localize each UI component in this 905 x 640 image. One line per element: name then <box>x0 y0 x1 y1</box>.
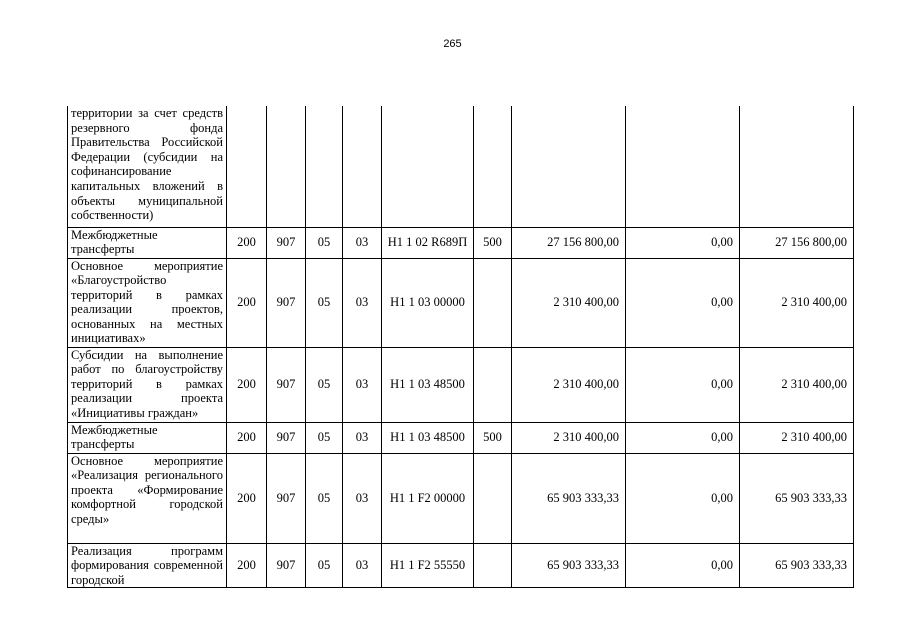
cell-code-5 <box>382 106 474 227</box>
cell-value-3: 2 310 400,00 <box>740 422 854 453</box>
cell-code-6 <box>474 106 512 227</box>
cell-code-3: 05 <box>306 347 343 422</box>
cell-code-6: 500 <box>474 422 512 453</box>
row-name: Субсидии на выполнение работ по благоустройству территорий в рамках реализации проекта «Инициативы граждан» <box>68 347 227 422</box>
cell-code-1: 200 <box>227 258 267 347</box>
cell-code-2: 907 <box>267 347 306 422</box>
cell-code-2: 907 <box>267 422 306 453</box>
cell-code-1: 200 <box>227 543 267 588</box>
cell-code-3: 05 <box>306 258 343 347</box>
row-name: Основное мероприятие «Благоустройство территорий в рамках реализации проектов, основанных на местных инициативах» <box>68 258 227 347</box>
cell-code-5: Н1 1 03 00000 <box>382 258 474 347</box>
cell-value-1: 27 156 800,00 <box>512 227 626 258</box>
cell-code-2 <box>267 106 306 227</box>
cell-code-4 <box>343 106 382 227</box>
cell-value-1: 2 310 400,00 <box>512 422 626 453</box>
cell-code-4: 03 <box>343 422 382 453</box>
cell-code-3: 05 <box>306 543 343 588</box>
cell-code-4: 03 <box>343 347 382 422</box>
cell-value-1: 65 903 333,33 <box>512 543 626 588</box>
cell-code-6 <box>474 453 512 543</box>
row-name: Основное мероприятие «Реализация регионального проекта «Формирование комфортной городской среды» <box>68 453 227 543</box>
cell-code-2: 907 <box>267 227 306 258</box>
table-row <box>68 422 854 453</box>
page-number: 265 <box>443 38 462 50</box>
row-name: Реализация программ формирования современной городской <box>68 543 227 588</box>
cell-value-2: 0,00 <box>626 227 740 258</box>
cell-code-3: 05 <box>306 422 343 453</box>
cell-value-3: 27 156 800,00 <box>740 227 854 258</box>
cell-value-3: 2 310 400,00 <box>740 258 854 347</box>
table-row <box>68 227 854 258</box>
cell-code-3 <box>306 106 343 227</box>
row-name: Межбюджетные трансферты <box>68 422 227 453</box>
cell-code-1: 200 <box>227 227 267 258</box>
cell-value-2: 0,00 <box>626 258 740 347</box>
cell-value-3: 65 903 333,33 <box>740 543 854 588</box>
cell-code-6 <box>474 543 512 588</box>
cell-value-2 <box>626 106 740 227</box>
cell-code-1 <box>227 106 267 227</box>
cell-value-3 <box>740 106 854 227</box>
cell-code-2: 907 <box>267 453 306 543</box>
budget-table <box>67 106 854 588</box>
cell-code-3: 05 <box>306 453 343 543</box>
cell-code-5: Н1 1 03 48500 <box>382 347 474 422</box>
cell-code-6: 500 <box>474 227 512 258</box>
table-row <box>68 106 854 227</box>
cell-value-2: 0,00 <box>626 543 740 588</box>
cell-value-1: 65 903 333,33 <box>512 453 626 543</box>
cell-value-1 <box>512 106 626 227</box>
row-name: Межбюджетные трансферты <box>68 227 227 258</box>
table-row <box>68 258 854 347</box>
table-row <box>68 543 854 588</box>
table-row <box>68 453 854 543</box>
cell-value-2: 0,00 <box>626 347 740 422</box>
row-name: территории за счет средств резервного фонда Правительства Российской Федерации (субсидии на софинансирование капитальных вложений в объекты муниципальной собственности) <box>68 106 227 227</box>
cell-code-6 <box>474 347 512 422</box>
cell-code-2: 907 <box>267 543 306 588</box>
cell-value-2: 0,00 <box>626 453 740 543</box>
cell-code-5: Н1 1 02 R689П <box>382 227 474 258</box>
cell-value-1: 2 310 400,00 <box>512 258 626 347</box>
table-row <box>68 347 854 422</box>
cell-code-4: 03 <box>343 453 382 543</box>
cell-code-4: 03 <box>343 258 382 347</box>
cell-value-1: 2 310 400,00 <box>512 347 626 422</box>
cell-code-6 <box>474 258 512 347</box>
cell-code-1: 200 <box>227 453 267 543</box>
cell-value-3: 2 310 400,00 <box>740 347 854 422</box>
cell-code-4: 03 <box>343 227 382 258</box>
cell-value-2: 0,00 <box>626 422 740 453</box>
cell-code-5: Н1 1 03 48500 <box>382 422 474 453</box>
cell-code-1: 200 <box>227 422 267 453</box>
cell-code-1: 200 <box>227 347 267 422</box>
cell-code-2: 907 <box>267 258 306 347</box>
cell-code-3: 05 <box>306 227 343 258</box>
cell-code-5: Н1 1 F2 55550 <box>382 543 474 588</box>
cell-code-4: 03 <box>343 543 382 588</box>
cell-code-5: Н1 1 F2 00000 <box>382 453 474 543</box>
cell-value-3: 65 903 333,33 <box>740 453 854 543</box>
